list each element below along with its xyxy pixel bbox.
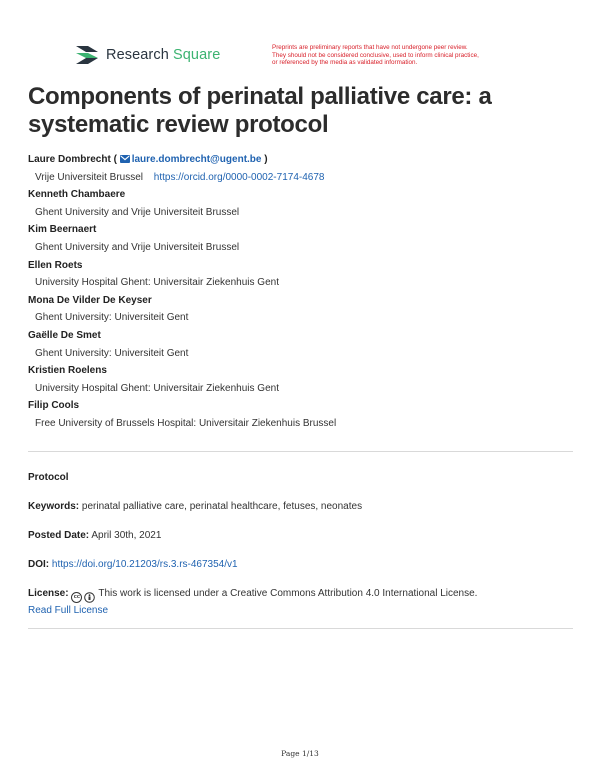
doi-link[interactable]: https://doi.org/10.21203/rs.3.rs-467354/v1: [51, 559, 238, 570]
research-square-logo-icon: [74, 44, 100, 66]
author-name: Kenneth Chambaere: [28, 189, 126, 201]
author-name: Kim Beernaert: [28, 224, 97, 236]
keywords: Keywords: perinatal palliative care, perinatal healthcare, fetuses, neonates: [28, 501, 363, 512]
logo-text: Research Square: [106, 47, 221, 63]
by-icon: [84, 592, 95, 603]
top-divider: [28, 451, 573, 452]
author-name: Gaëlle De Smet: [28, 329, 101, 341]
email-wrapper: ( laure.dombrecht@ugent.be ): [113, 154, 268, 165]
bottom-divider: [28, 628, 573, 629]
research-square-logo[interactable]: [74, 44, 220, 66]
license-icons: [71, 592, 95, 603]
header: [74, 44, 534, 76]
cc-icon: cc: [71, 592, 82, 603]
author-name: Filip Cools: [28, 400, 80, 412]
author-affiliation: Ghent University and Vrije Universiteit Brussel: [35, 206, 240, 218]
author-list: [28, 151, 578, 433]
page-number: Page 1/13: [281, 749, 319, 758]
read-full-license-link[interactable]: Read Full License: [28, 605, 109, 616]
author-name: Ellen Roets: [28, 259, 83, 271]
posted-date: Posted Date: April 30th, 2021: [28, 530, 162, 541]
email-link[interactable]: laure.dombrecht@ugent.be: [131, 154, 262, 165]
mail-icon: [120, 155, 130, 163]
corresponding-author: Laure Dombrecht ( laure.dombrecht@ugent.be ): [28, 154, 268, 165]
corresponding-affiliation: Vrije Universiteit Brussel https://orcid.org/0000-0002-7174-4678: [35, 171, 325, 183]
author-affiliation: Ghent University: Universiteit Gent: [35, 312, 189, 324]
author-affiliation: Free University of Brussels Hospital: Universitair Ziekenhuis Brussel: [35, 417, 337, 429]
author-name: Kristien Roelens: [28, 365, 107, 377]
orcid-link[interactable]: https://orcid.org/0000-0002-7174-4678: [153, 171, 325, 183]
paper-title: Components of perinatal palliative care: a systematic review protocol: [28, 83, 492, 138]
license: License: cc This work is licensed under a Creative Commons Attribution 4.0 International License. Read Full License: [28, 588, 478, 616]
article-type: Protocol: [28, 472, 69, 483]
author-name: Mona De Vilder De Keyser: [28, 294, 152, 306]
author-affiliation: University Hospital Ghent: Universitair Ziekenhuis Gent: [35, 277, 279, 289]
author-affiliation: University Hospital Ghent: Universitair Ziekenhuis Gent: [35, 382, 279, 394]
author-affiliation: Ghent University and Vrije Universiteit Brussel: [35, 241, 240, 253]
doi: DOI: https://doi.org/10.21203/rs.3.rs-467354/v1: [28, 559, 238, 570]
author-affiliation: Ghent University: Universiteit Gent: [35, 347, 189, 359]
preprint-notice: Preprints are preliminary reports that have not undergone peer review. They should not be considered conclusive, used to inform clinical practice, or referenced by the media as validated information.: [272, 44, 479, 67]
